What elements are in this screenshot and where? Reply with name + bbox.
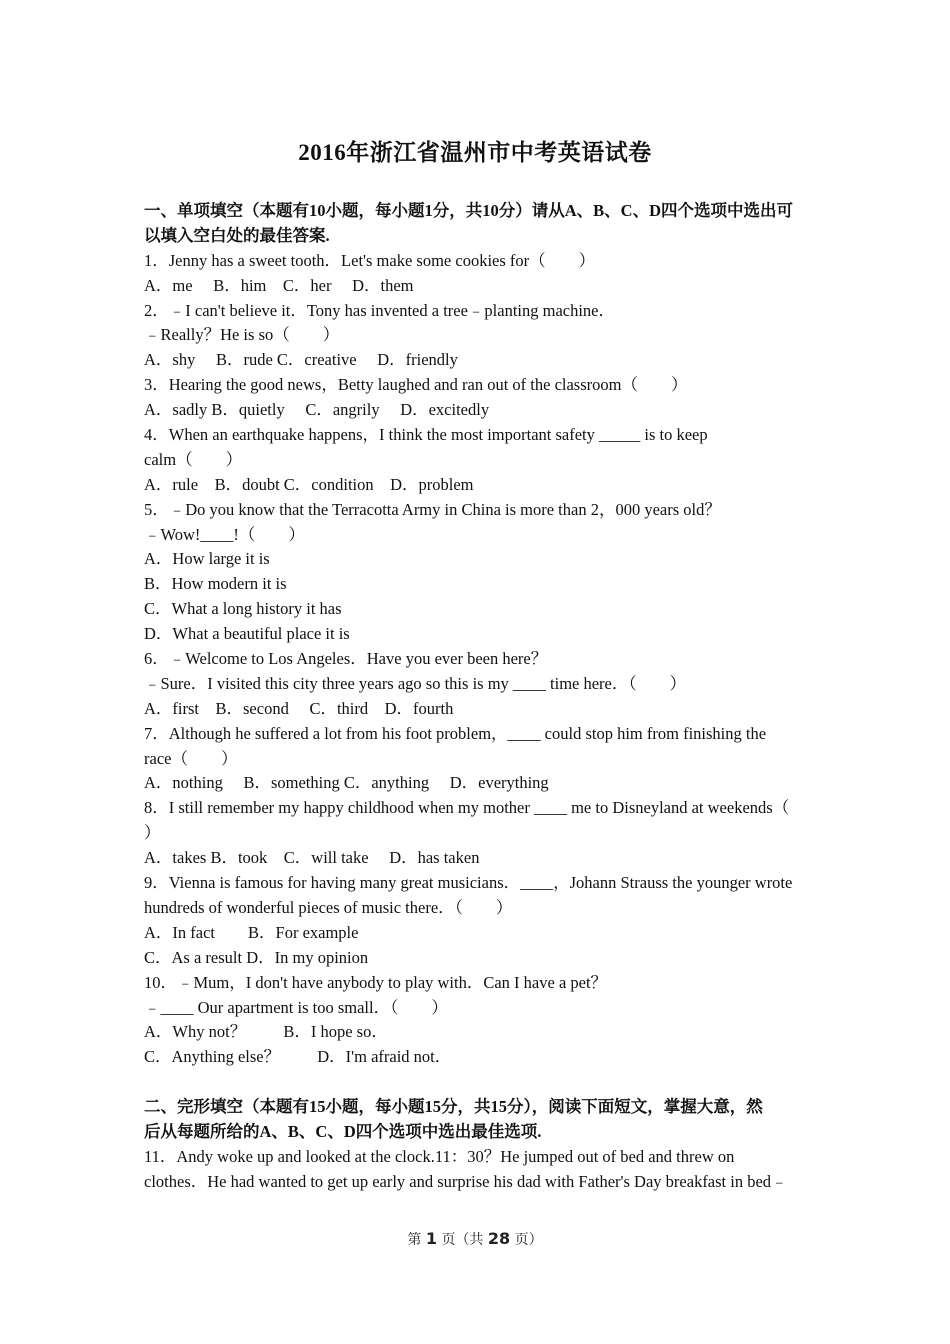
question-line: A．How large it is — [144, 549, 270, 569]
question-line: B．How modern it is — [144, 574, 287, 594]
question-line: A．sadly B．quietly C．angrily D．excitedly — [144, 400, 490, 420]
section-heading-line: 后从每题所给的A、B、C、D四个选项中选出最佳选项. — [144, 1121, 542, 1141]
question-line: ﹣Really？He is so（ ） — [144, 325, 340, 345]
question-line: 2．﹣I can't believe it．Tony has invented a tree﹣planting machine． — [144, 300, 616, 320]
question-line: 6．﹣Welcome to Los Angeles．Have you ever been here？ — [144, 649, 548, 669]
question-line: clothes．He had wanted to get up early and surprise his dad with Father's Day breakfast in bed﹣ — [144, 1171, 788, 1191]
section-heading-line: 二、完形填空（本题有15小题，每小题15分，共15分），阅读下面短文，掌握大意，然 — [144, 1097, 763, 1117]
question-line: 11．Andy woke up and looked at the clock.11：30？He jumped out of bed and threw on — [144, 1146, 735, 1166]
question-line: A．In fact B．For example — [144, 922, 359, 942]
question-line: hundreds of wonderful pieces of music there．（ ） — [144, 897, 513, 917]
exam-content — [144, 199, 812, 1195]
question-line: 7．Although he suffered a lot from his foot problem，____ could stop him from finishing the — [144, 723, 767, 743]
question-line: 10．﹣Mum，I don't have anybody to play with．Can I have a pet？ — [144, 972, 608, 992]
question-line: calm（ ） — [144, 449, 243, 469]
section-heading-line: 一、单项填空（本题有10小题，每小题1分，共10分）请从A、B、C、D四个选项中选出可 — [144, 201, 794, 220]
question-line: A．takes B．took C．will take D．has taken — [144, 848, 480, 868]
question-line: ﹣Wow!____!（ ） — [144, 524, 305, 544]
question-line: A．Why not？ B．I hope so． — [144, 1022, 388, 1042]
question-line: A．first B．second C．third D．fourth — [144, 698, 454, 718]
question-line: ﹣Sure．I visited this city three years ago so this is my ____ time here．（ ） — [144, 673, 687, 693]
exam-title: 2016年浙江省温州市中考英语试卷 — [298, 140, 652, 165]
question-line: C．What a long history it has — [144, 599, 342, 619]
question-line: ） — [144, 823, 161, 843]
question-line: 5．﹣Do you know that the Terracotta Army in China is more than 2，000 years old？ — [144, 499, 721, 519]
blank-line — [144, 1070, 812, 1095]
page-footer — [0, 1229, 950, 1249]
question-line: A．shy B．rude C．creative D．friendly — [144, 350, 458, 370]
question-line: A．rule B．doubt C．condition D．problem — [144, 474, 474, 494]
question-line: 9．Vienna is famous for having many great musicians．____，Johann Strauss the younger wrote — [144, 873, 793, 893]
question-line: D．What a beautiful place it is — [144, 624, 350, 644]
question-line: 8．I still remember my happy childhood when my mother ____ me to Disneyland at weekends（ — [144, 798, 790, 818]
question-line: 1．Jenny has a sweet tooth．Let's make some cookies for（ ） — [144, 250, 596, 270]
question-line: 3．Hearing the good news，Betty laughed and ran out of the classroom（ ） — [144, 375, 688, 395]
question-line: A．me B．him C．her D．them — [144, 275, 414, 295]
question-line: race（ ） — [144, 748, 238, 768]
footer-middle: 页（共 — [441, 1232, 484, 1248]
footer-suffix: 页） — [514, 1232, 543, 1248]
question-line: 4．When an earthquake happens，I think the most important safety _____ is to keep — [144, 425, 708, 445]
question-line: A．nothing B．something C．anything D．everything — [144, 773, 549, 793]
section-heading-line: 以填入空白处的最佳答案. — [144, 225, 330, 245]
question-line: C．As a result D．In my opinion — [144, 947, 369, 967]
footer-prefix: 第 — [407, 1232, 422, 1248]
footer-total-pages: 28 — [487, 1229, 511, 1248]
footer-page-number: 1 — [425, 1229, 437, 1248]
question-line: C．Anything else？ D．I'm afraid not． — [144, 1047, 452, 1067]
question-line: ﹣____ Our apartment is too small．（ ） — [144, 997, 448, 1017]
